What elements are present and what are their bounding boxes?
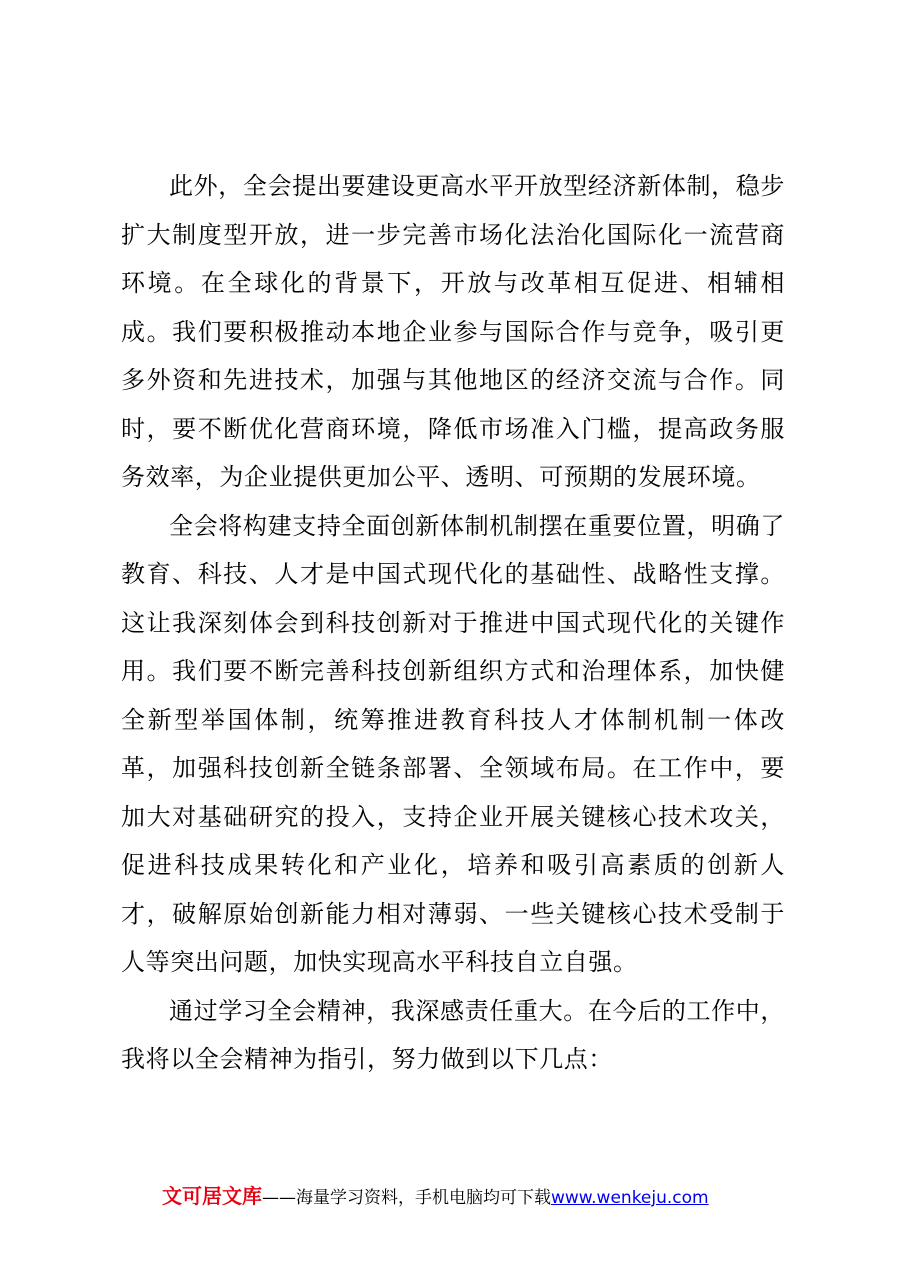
footer-banner [162, 1182, 782, 1210]
paragraph-innovation: 全会将构建支持全面创新体制机制摆在重要位置，明确了教育、科技、人才是中国式现代化的基础性、战略性支撑。这让我深刻体会到科技创新对于推进中国式现代化的关键作用。我们要不断完善科技创新组织方式和治理体系，加快健全新型举国体制，统筹推进教育科技人才体制机制一体改革，加强科技创新全链条部署、全领域布局。在工作中，要加大对基础研究的投入，支持企业开展关键核心技术攻关，促进科技成果转化和产业化，培养和吸引高素质的创新人才，破解原始创新能力相对薄弱、一些关键核心技术受制于人等突出问题，加快实现高水平科技自立自强。 [121, 511, 785, 976]
document-body [121, 162, 785, 1084]
paragraph-opening-up: 此外，全会提出要建设更高水平开放型经济新体制，稳步扩大制度型开放，进一步完善市场化法治化国际化一流营商环境。在全球化的背景下，开放与改革相互促进、相辅相成。我们要积极推动本地企业参与国际合作与竞争，吸引更多外资和先进技术，加强与其他地区的经济交流与合作。同时，要不断优化营商环境，降低市场准入门槛，提高政务服务效率，为企业提供更加公平、透明、可预期的发展环境。 [121, 172, 785, 491]
footer-website-link[interactable]: www.wenkeju.com [551, 1188, 709, 1208]
paragraph-responsibility: 通过学习全会精神，我深感责任重大。在今后的工作中，我将以全会精神为指引，努力做到以下几点： [121, 996, 785, 1073]
footer-tagline: ——海量学习资料，手机电脑均可下载 [262, 1188, 551, 1208]
footer-brand: 文可居文库 [162, 1184, 262, 1208]
